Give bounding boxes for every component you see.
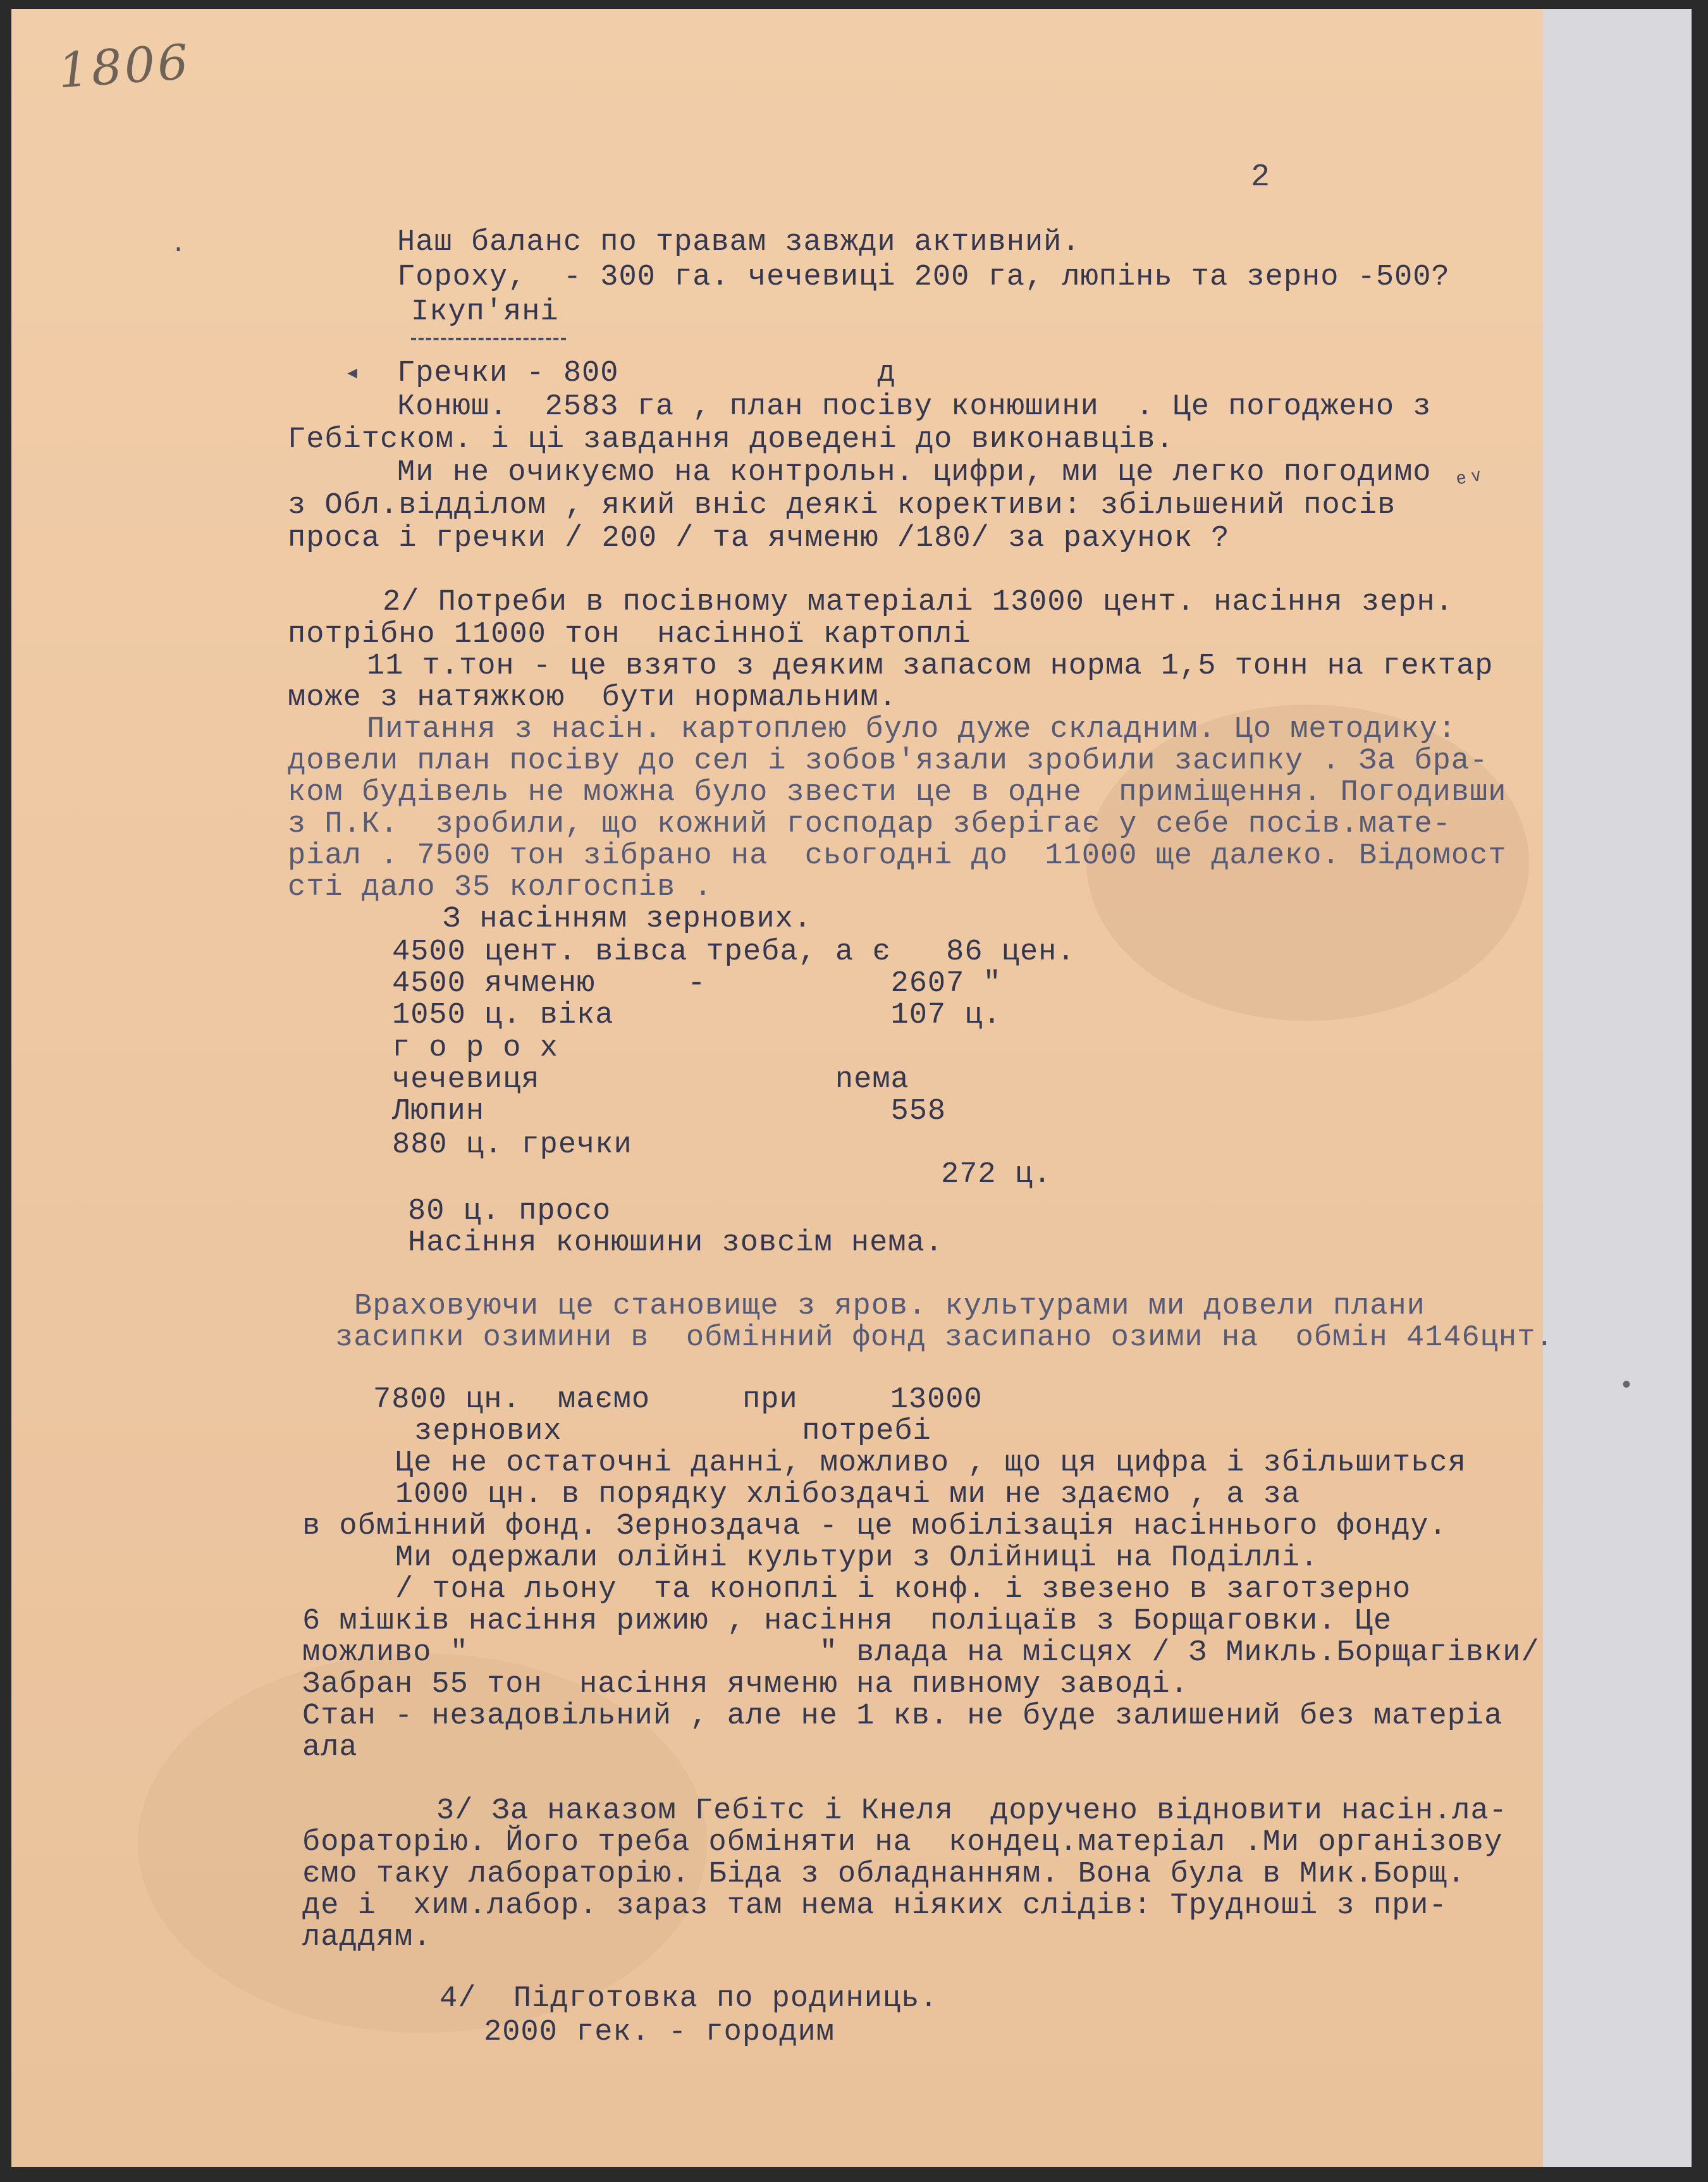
text-line: можливо " " влада на місцях / З Микль.Борщагівки/ <box>302 1636 1540 1670</box>
page-number: 2 <box>1251 159 1270 195</box>
text-line: де і хим.лабор. зараз там нема ніяких слідів: Трудноші з при- <box>302 1889 1447 1923</box>
text-line: Забран 55 тон насіння ячменю на пивному заводі. <box>302 1668 1189 1701</box>
seed-row: 80 ц. просо <box>408 1195 611 1228</box>
seed-row: 880 ц. гречки <box>392 1128 632 1162</box>
text-line: Наш баланс по травам завжди активний. <box>397 226 1081 259</box>
seed-row: 4500 цент. вівса треба, а є 86 цен. <box>392 935 1076 969</box>
seed-row: г о р о х <box>392 1032 558 1065</box>
text-line: Гебітском. і ці завдання доведені до виконавців. <box>288 423 1174 457</box>
text-line: 4/ Підготовка по родиниць. <box>439 1982 938 2016</box>
text-line: довели план посіву до сел і зобов'язали зробили засипку . За бра- <box>288 744 1489 778</box>
text-line: 3/ За наказом Гебітс і Кнеля доручено відновити насін.ла- <box>436 1794 1508 1828</box>
folio-number: 1806 <box>56 33 193 99</box>
seed-row: 272 ц. <box>941 1158 1052 1192</box>
scan-margin-strip <box>1543 9 1692 2167</box>
text-line: ладдям. <box>302 1921 432 1954</box>
text-line: Стан - незадовільний , але не 1 кв. не буде залишений без матеріа <box>302 1699 1503 1733</box>
text-line: з П.К. зробили, що кожний госпoдар зберігає у себе посів.мате- <box>288 808 1451 841</box>
seed-row: 4500 ячменю - 2607 " <box>392 967 1002 1001</box>
seed-row: Люпин 558 <box>392 1095 947 1128</box>
text-line: 11 т.тон - це взято з деяким запасом норма 1,5 тонн на гектар <box>367 650 1494 683</box>
text-line: в обмінний фонд. Зерноздача - це мобілізація насіннього фонду. <box>302 1510 1447 1543</box>
text-line: Гороху, - 300 га. чечевиці 200 га, люпінь та зерно -500? <box>397 261 1450 294</box>
text-line: Враховуючи це становище з яров. культурами ми довели плани <box>354 1290 1425 1323</box>
text-line: 2/ Потреби в посівному матеріалі 13000 цент. насіння зерн. <box>383 586 1454 619</box>
text-line: Питання з насін. картоплею було дуже складним. Цо методику: <box>367 713 1457 746</box>
text-line: 2000 гек. - городим <box>484 2016 835 2049</box>
text-line: зернових потребі <box>414 1415 931 1448</box>
text-line: Конюш. 2583 га , план посіву конюшини . Це погоджено з <box>397 390 1432 424</box>
handwritten-mark: ᵉᵛ <box>1452 465 1487 499</box>
seed-row: чечевиця nема <box>392 1063 909 1097</box>
text-line: / тона льону та коноплі і конф. і звезено в заготзерно <box>395 1573 1411 1606</box>
text-line: ала <box>302 1731 358 1765</box>
text-line: Ми не очикуємо на контрольн. цифри, ми це легко погодимо <box>397 456 1432 490</box>
margin-mark: . <box>171 231 187 259</box>
text-line: сті дало 35 колгоспів . <box>288 871 713 904</box>
text-line: 6 мішків насіння рижию , насіння поліцаїв з Борщаговки. Це <box>302 1605 1392 1638</box>
text-line: проса і гречки / 200 / та ячменю /180/ за рахунок ? <box>288 522 1230 555</box>
text-line: Ікуп'яні <box>411 295 559 329</box>
text-line: може з натяжкою бути нормальним. <box>288 681 897 715</box>
text-line: ємо таку лабораторію. Біда з обладнанням. Вона була в Мик.Борщ. <box>302 1858 1466 1891</box>
text-line: 7800 цн. маємо при 13000 <box>373 1383 983 1417</box>
text-line: З насінням зернових. <box>443 903 813 936</box>
text-line: Ми одержали олійні культури з Олійниці на Поділлі. <box>395 1541 1319 1575</box>
seed-row: 1050 ц. віка 107 ц. <box>392 999 1002 1032</box>
text-line: з Обл.відділом , який вніс деякі корективи: збільшений посів <box>288 489 1396 522</box>
text-line: Гречки - 800 д <box>397 357 896 390</box>
text-line: ріал . 7500 тон зібрано на сьогодні до 11000 ще далеко. Відомост <box>288 839 1507 873</box>
margin-mark: ◂ <box>345 360 360 388</box>
text-line: бораторію. Його треба обміняти на кондец.матеріал .Ми організову <box>302 1826 1503 1859</box>
text-line: 1000 цн. в порядку хлібоздачі ми не здаємо , а за <box>395 1478 1301 1512</box>
text-line: Насіння конюшини зовсім нема. <box>408 1226 943 1260</box>
text-line: Це не остаточні данні, можливо , що ця цифра і збільшиться <box>395 1446 1466 1480</box>
text-line: ком будівель не можна було звести це в одне приміщення. Погодивши <box>288 776 1507 810</box>
text-line: засипки озимини в обмінний фонд засипано озими на обмін 4146цнт. <box>335 1321 1554 1355</box>
hole-punch-mark: • <box>1619 1372 1635 1401</box>
text-line: потрібно 11000 тон насінної картоплі <box>288 618 971 651</box>
underline <box>411 338 566 340</box>
